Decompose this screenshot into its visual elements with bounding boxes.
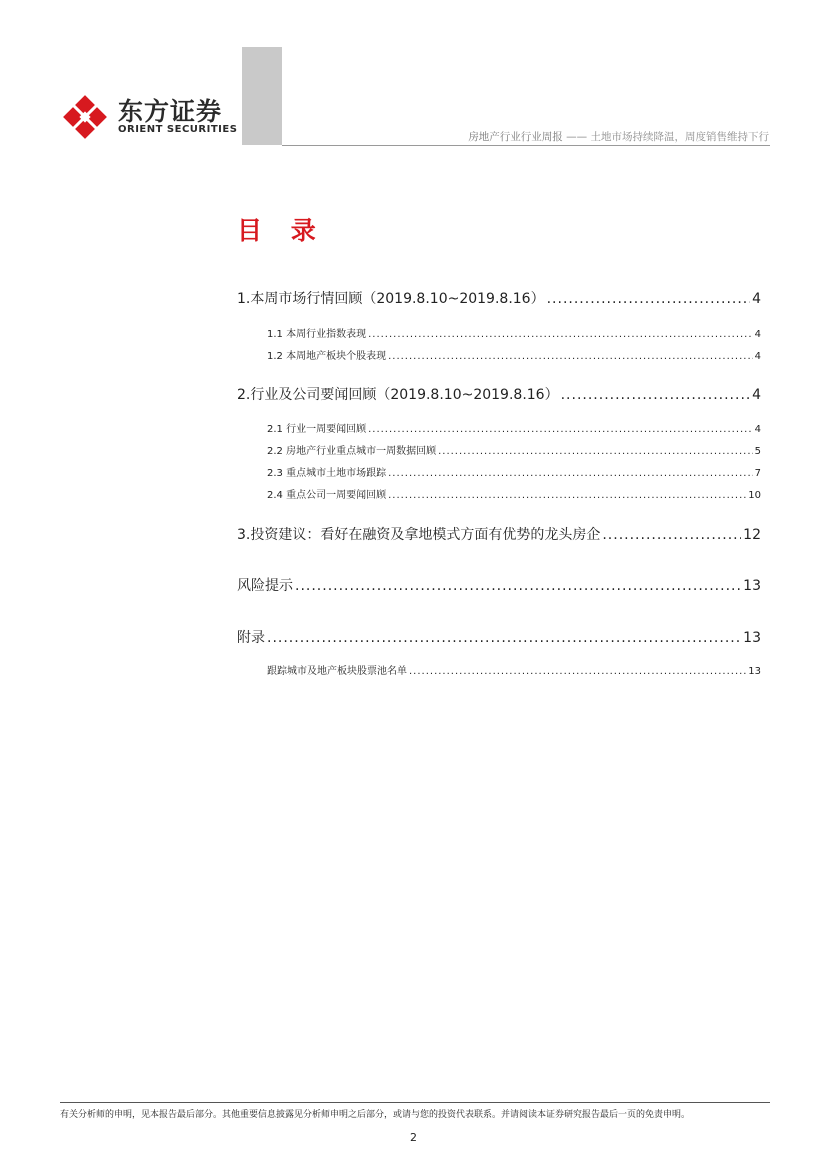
page-number: 2 bbox=[410, 1131, 417, 1144]
toc-dot-leader bbox=[388, 468, 753, 479]
toc-entry-label: 附录 bbox=[237, 630, 265, 646]
toc-entry-page: 10 bbox=[748, 490, 761, 501]
toc-entry[interactable] bbox=[267, 420, 761, 435]
toc-entry[interactable] bbox=[267, 464, 761, 479]
toc-entry-label: 1.本周市场行情回顾（2019.8.10~2019.8.16） bbox=[237, 291, 545, 307]
toc-dot-leader bbox=[368, 424, 753, 435]
toc-entry-label: 风险提示 bbox=[237, 578, 293, 594]
toc-dot-leader bbox=[438, 446, 753, 457]
toc-entry[interactable] bbox=[267, 486, 761, 501]
header-divider bbox=[282, 145, 770, 146]
toc-entry-label: 1.1 本周行业指数表现 bbox=[267, 329, 367, 340]
report-subtitle: 土地市场持续降温，周度销售维持下行 bbox=[590, 131, 769, 143]
toc-entry-label: 2.2 房地产行业重点城市一周数据回顾 bbox=[267, 446, 437, 457]
toc-entry-label: 1.2 本周地产板块个股表现 bbox=[267, 351, 387, 362]
toc-entry-page: 4 bbox=[754, 424, 761, 435]
toc-dot-leader bbox=[602, 527, 741, 543]
toc-entry[interactable] bbox=[267, 442, 761, 457]
toc-entry[interactable] bbox=[267, 662, 761, 677]
toc-entry-page: 7 bbox=[754, 468, 761, 479]
toc-entry-page: 4 bbox=[752, 291, 761, 307]
header-gray-bar bbox=[242, 47, 282, 145]
toc-entry[interactable] bbox=[237, 384, 761, 404]
toc-entry-page: 13 bbox=[743, 578, 761, 594]
toc-entry[interactable] bbox=[237, 575, 761, 595]
toc-entry-page: 12 bbox=[743, 527, 761, 543]
toc-dot-leader bbox=[409, 666, 746, 677]
toc-entry-label: 3.投资建议：看好在融资及拿地模式方面有优势的龙头房企 bbox=[237, 527, 601, 543]
toc-dot-leader bbox=[388, 351, 753, 362]
toc-entry-label: 跟踪城市及地产板块股票池名单 bbox=[267, 666, 407, 677]
header-separator: —— bbox=[566, 131, 588, 143]
toc-entry-page: 13 bbox=[743, 630, 761, 646]
footer-divider bbox=[60, 1102, 770, 1103]
toc-dot-leader bbox=[295, 578, 741, 594]
footer-disclaimer: 有关分析师的申明，见本报告最后部分。其他重要信息披露见分析师申明之后部分，或请与您的投资代表联系。并请阅读本证券研究报告最后一页的免责申明。 bbox=[60, 1110, 691, 1120]
toc-entry[interactable] bbox=[237, 627, 761, 647]
toc-entry-page: 13 bbox=[748, 666, 761, 677]
toc-dot-leader bbox=[388, 490, 746, 501]
toc-entry-label: 2.1 行业一周要闻回顾 bbox=[267, 424, 367, 435]
logo-english-name: ORIENT SECURITIES bbox=[118, 124, 238, 135]
report-title: 房地产行业行业周报 bbox=[468, 131, 563, 143]
toc-entry[interactable] bbox=[267, 347, 761, 362]
toc-entry-label: 2.4 重点公司一周要闻回顾 bbox=[267, 490, 387, 501]
toc-heading: 目 录 bbox=[237, 216, 326, 245]
toc-entry-label: 2.行业及公司要闻回顾（2019.8.10~2019.8.16） bbox=[237, 387, 559, 403]
toc-entry-page: 4 bbox=[752, 387, 761, 403]
toc-dot-leader bbox=[368, 329, 753, 340]
toc-entry[interactable] bbox=[237, 288, 761, 308]
toc-dot-leader bbox=[561, 387, 750, 403]
report-header bbox=[468, 129, 769, 144]
toc-entry-page: 5 bbox=[754, 446, 761, 457]
toc-dot-leader bbox=[267, 630, 741, 646]
toc-entry-label: 2.3 重点城市土地市场跟踪 bbox=[267, 468, 387, 479]
toc-entry[interactable] bbox=[267, 325, 761, 340]
orient-securities-logo-icon bbox=[62, 94, 108, 140]
toc-entry[interactable] bbox=[237, 524, 761, 544]
toc-dot-leader bbox=[547, 291, 750, 307]
company-logo bbox=[62, 92, 242, 142]
logo-chinese-name: 东方证券 bbox=[118, 97, 223, 126]
toc-entry-page: 4 bbox=[754, 329, 761, 340]
toc-entry-page: 4 bbox=[754, 351, 761, 362]
